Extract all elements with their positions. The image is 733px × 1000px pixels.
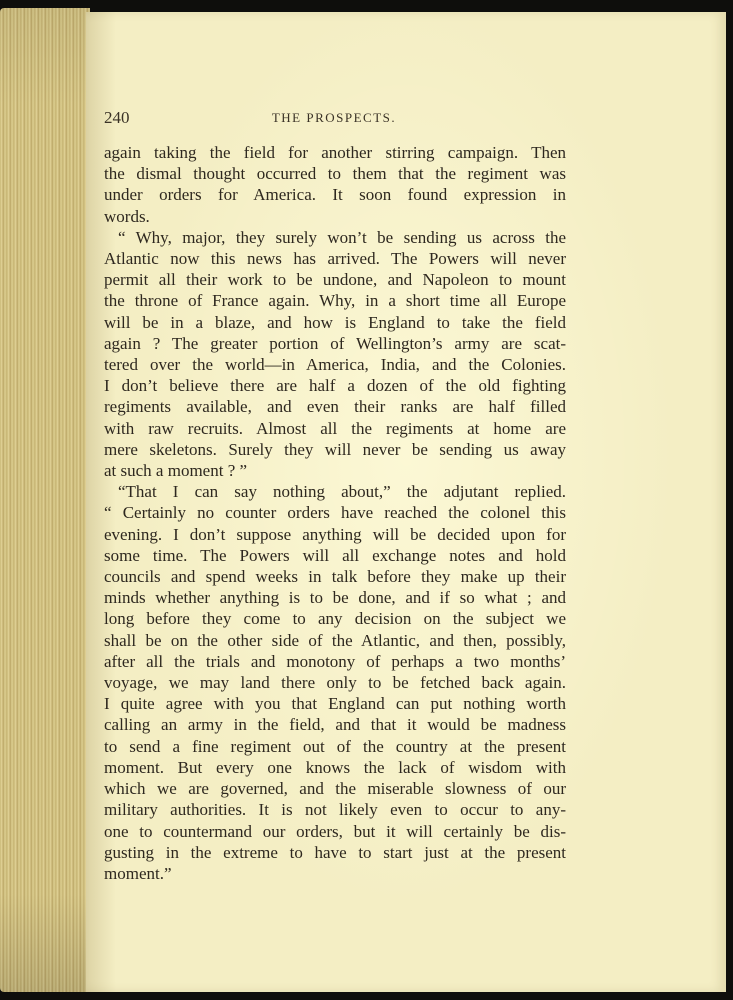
- body-text: [104, 142, 566, 884]
- text-line: I don’t believe there are half a dozen of the old fighting: [104, 376, 566, 396]
- text-line: will be in a blaze, and how is England to take the field: [104, 312, 566, 332]
- running-title: THE PROSPECTS.: [271, 110, 397, 125]
- text-line: at such a moment ? ”: [104, 461, 248, 481]
- text-line: evening. I don’t suppose anything will be decided upon for: [104, 524, 566, 544]
- text-line: one to countermand our orders, but it will certainly be dis-: [104, 821, 566, 841]
- text-line: again taking the field for another stirring campaign. Then: [104, 143, 566, 162]
- text-line: voyage, we may land there only to be fetched back again.: [104, 673, 566, 693]
- text-line: under orders for America. It soon found expression in: [104, 185, 566, 205]
- text-line: I quite agree with you that England can put nothing worth: [104, 694, 566, 714]
- text-line: after all the trials and monotony of perhaps a two months’: [104, 651, 566, 671]
- text-line: calling an army in the field, and that it would be madness: [104, 715, 566, 735]
- text-line: the dismal thought occurred to them that the regiment was: [104, 164, 566, 184]
- text-line: councils and spend weeks in talk before they make up their: [104, 567, 566, 587]
- page-header: [104, 108, 564, 128]
- text-line: minds whether anything is to be done, and if so what ; and: [104, 588, 566, 608]
- text-line: words.: [104, 206, 150, 226]
- text-line: gusting in the extreme to have to start just at the present: [104, 842, 566, 862]
- text-line: again ? The greater portion of Wellington’s army are scat-: [104, 333, 566, 353]
- text-line: shall be on the other side of the Atlantic, and then, possibly,: [104, 630, 566, 650]
- text-line: regiments available, and even their ranks are half filled: [104, 397, 566, 417]
- text-line: mere skeletons. Surely they will never be sending us away: [104, 439, 566, 459]
- text-line: some time. The Powers will all exchange notes and hold: [104, 545, 566, 565]
- text-line: permit all their work to be undone, and Napoleon to mount: [104, 270, 566, 290]
- text-line: military authorities. It is not likely even to occur to any-: [104, 800, 566, 820]
- text-line: moment. But every one knows the lack of wisdom with: [104, 757, 566, 777]
- page-edges: [0, 8, 90, 992]
- page-number: 240: [104, 108, 130, 127]
- text-line: long before they come to any decision on the subject we: [104, 609, 566, 629]
- text-line: the throne of France again. Why, in a short time all Europe: [104, 291, 566, 311]
- text-line: tered over the world—in America, India, and the Colonies.: [104, 355, 566, 375]
- text-line: which we are governed, and the miserable slowness of our: [104, 779, 566, 799]
- text-line: “That I can say nothing about,” the adjutant replied.: [118, 482, 566, 502]
- text-line: “ Certainly no counter orders have reached the colonel this: [104, 503, 566, 523]
- text-line: moment.”: [104, 863, 172, 883]
- text-line: Atlantic now this news has arrived. The Powers will never: [104, 249, 566, 269]
- text-line: to send a fine regiment out of the country at the present: [104, 736, 566, 756]
- text-line: “ Why, major, they surely won’t be sending us across the: [118, 227, 566, 247]
- text-line: with raw recruits. Almost all the regiments at home are: [104, 418, 566, 438]
